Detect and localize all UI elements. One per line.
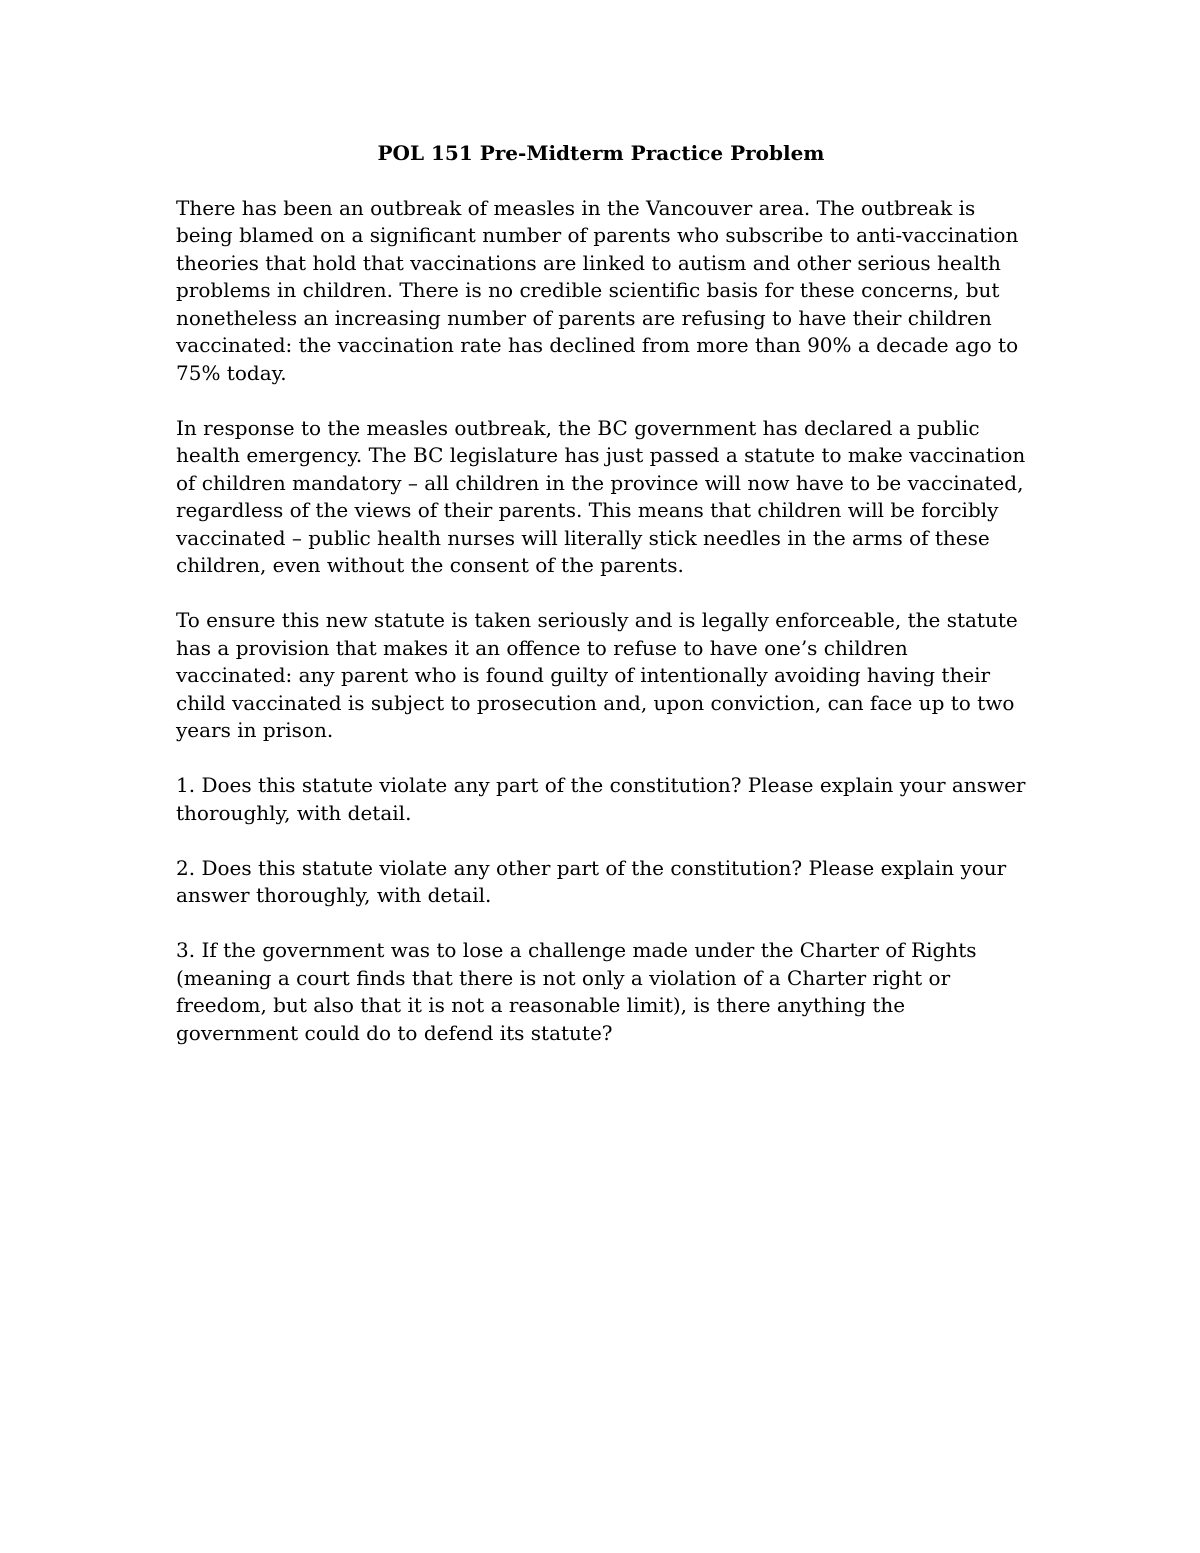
- question-2: 2. Does this statute violate any other part of the constitution? Please explain your answer thoroughly, with detail.: [176, 855, 1007, 907]
- question-3: 3. If the government was to lose a challenge made under the Charter of Rights (meaning a court finds that there is not only a violation of a Charter right or freedom, but also that it is not a reasonable limit), is there anything the government could do to defend its statute?: [176, 938, 977, 1045]
- question-1: 1. Does this statute violate any part of the constitution? Please explain your answer thoroughly, with detail.: [176, 773, 1026, 825]
- paragraph-outbreak: There has been an outbreak of measles in the Vancouver area. The outbreak is being blamed on a significant number of parents who subscribe to anti-vaccination theories that hold that vaccinations are linked to autism and other serious health problems in children. There is no credible scientific basis for these concerns, but nonetheless an increasing number of parents are refusing to have their children vaccinated: the vaccination rate has declined from more than 90% a decade ago to 75% today.: [176, 195, 1019, 385]
- paragraph-response: In response to the measles outbreak, the BC government has declared a public health emergency. The BC legislature has just passed a statute to make vaccination of children mandatory – all children in the province will now have to be vaccinated, regardless of the views of their parents. This means that children will be forcibly vaccinated – public health nurses will literally stick needles in the arms of these children, even without the consent of the parents.: [176, 415, 1026, 577]
- paragraph-enforcement: To ensure this new statute is taken seriously and is legally enforceable, the statute has a provision that makes it an offence to refuse to have one’s children vaccinated: any parent who is found guilty of intentionally avoiding having their child vaccinated is subject to prosecution and, upon conviction, can face up to two years in prison.: [176, 608, 1018, 742]
- document-body: [176, 140, 1026, 1075]
- document-title: POL 151 Pre-Midterm Practice Problem: [377, 141, 825, 165]
